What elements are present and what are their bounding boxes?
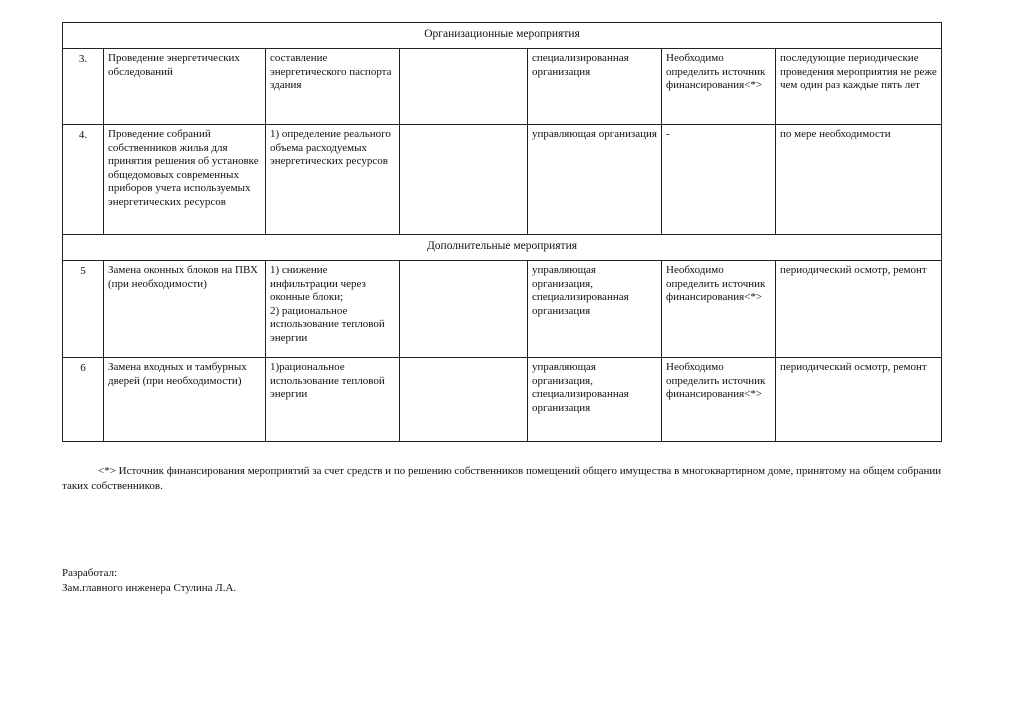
- measure-period: по мере необходимости: [776, 125, 942, 235]
- empty-cell: [400, 125, 528, 235]
- table-row: [63, 125, 942, 235]
- table-row: [63, 261, 942, 358]
- section-row-organizational: [63, 23, 942, 49]
- empty-cell: [400, 261, 528, 358]
- author-position-name: Зам.главного инженера Стулина Л.А.: [62, 582, 237, 594]
- measure-name: Проведение собраний собственников жилья для принятия решения об установке общедомовых современных приборов учета используемых энергетических ресурсов: [104, 125, 266, 235]
- measure-executor: управляющая организация, специализированная организация: [528, 261, 662, 358]
- measure-goal: составление энергетического паспорта здания: [266, 49, 400, 125]
- table-row: [63, 358, 942, 442]
- section-row-additional: [63, 235, 942, 261]
- funding-footnote: <*> Источник финансирования мероприятий за счет средств и по решению собственников помещений общего имущества в многоквартирном доме, принятому на общем собрании таких собственников.: [62, 465, 942, 492]
- empty-cell: [400, 49, 528, 125]
- measure-period: периодический осмотр, ремонт: [776, 261, 942, 358]
- measure-goal-line: 1) снижение инфильтрации через оконные блоки;: [270, 264, 366, 303]
- measure-goal-line: 2) рациональное использование тепловой энергии: [270, 304, 385, 344]
- measure-period: периодический осмотр, ремонт: [776, 358, 942, 442]
- measure-funding: Необходимо определить источник финансирования<*>: [662, 261, 776, 358]
- measure-name: Замена оконных блоков на ПВХ (при необходимости): [104, 261, 266, 358]
- empty-cell: [400, 358, 528, 442]
- table-row: [63, 49, 942, 125]
- row-number: 3.: [63, 49, 104, 125]
- author-block: [62, 566, 236, 596]
- measure-funding: Необходимо определить источник финансирования<*>: [662, 358, 776, 442]
- measure-funding: -: [662, 125, 776, 235]
- measure-funding: Необходимо определить источник финансирования<*>: [662, 49, 776, 125]
- measure-executor: управляющая организация, специализированная организация: [528, 358, 662, 442]
- measure-executor: управляющая организация: [528, 125, 662, 235]
- section-title-additional: Дополнительные мероприятия: [63, 235, 942, 261]
- row-number: 5: [63, 261, 104, 358]
- row-number: 6: [63, 358, 104, 442]
- row-number: 4.: [63, 125, 104, 235]
- measure-name: Замена входных и тамбурных дверей (при необходимости): [104, 358, 266, 442]
- measure-executor: специализированная организация: [528, 49, 662, 125]
- section-title-organizational: Организационные мероприятия: [63, 23, 942, 49]
- measures-table: [62, 22, 942, 442]
- measure-goal: [266, 261, 400, 358]
- measure-name: Проведение энергетических обследований: [104, 49, 266, 125]
- measure-goal: 1)рациональное использование тепловой энергии: [266, 358, 400, 442]
- author-label: Разработал:: [62, 567, 118, 579]
- measure-goal: 1) определение реального объема расходуемых энергетических ресурсов: [266, 125, 400, 235]
- measure-period: последующие периодические проведения мероприятия не реже чем один раз каждые пять лет: [776, 49, 942, 125]
